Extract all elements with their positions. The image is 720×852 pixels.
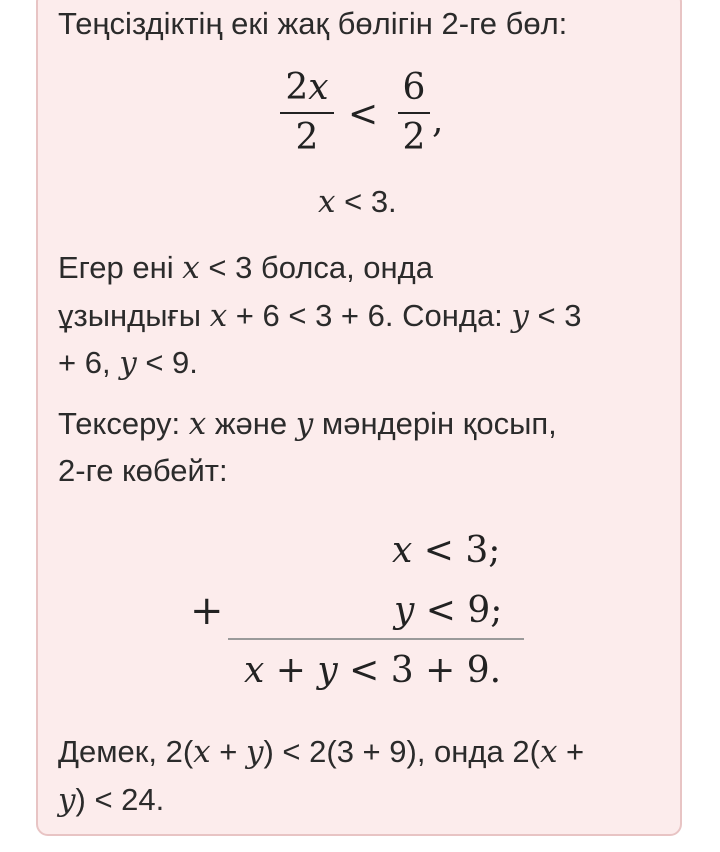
left-denominator: 2 <box>295 117 319 158</box>
right-numerator: 6 <box>402 67 426 108</box>
less-than-sign: < <box>348 94 379 135</box>
result-inequality <box>318 182 397 222</box>
step2-line3: + 6, y < 9. <box>58 345 198 381</box>
plus-sign: + <box>190 588 224 634</box>
step3-line2: 2-ге көбейт: <box>58 453 228 488</box>
step3-line1: Тексеру: x және y мәндерін қосып, <box>58 406 557 442</box>
conclusion-line1: Демек, 2(x + y) < 2(3 + 9), онда 2(x + <box>58 734 585 770</box>
sum-row1: x < 3; <box>392 530 501 571</box>
left-fraction <box>280 66 334 160</box>
result-rest: < 3. <box>335 184 397 219</box>
left-fraction-bar <box>280 112 334 114</box>
conclusion-line2: y) < 24. <box>58 782 165 818</box>
fraction-comma: , <box>432 100 444 141</box>
sum-divider-line <box>228 638 524 640</box>
right-fraction <box>398 66 430 160</box>
step2-line2: ұзындығы x + 6 < 3 + 6. Сонда: y < 3 <box>58 298 582 334</box>
sum-row3: x + y < 3 + 9. <box>244 650 502 691</box>
right-fraction-bar <box>398 112 430 114</box>
result-var: x <box>318 184 336 220</box>
right-denominator: 2 <box>402 117 426 158</box>
sum-row2: y < 9; <box>394 590 503 631</box>
left-numerator: 2x <box>285 67 329 108</box>
step2-line1: Егер ені x < 3 болса, онда <box>58 250 433 286</box>
step1-text: Теңсіздіктің екі жақ бөлігін 2-ге бөл: <box>58 6 568 41</box>
